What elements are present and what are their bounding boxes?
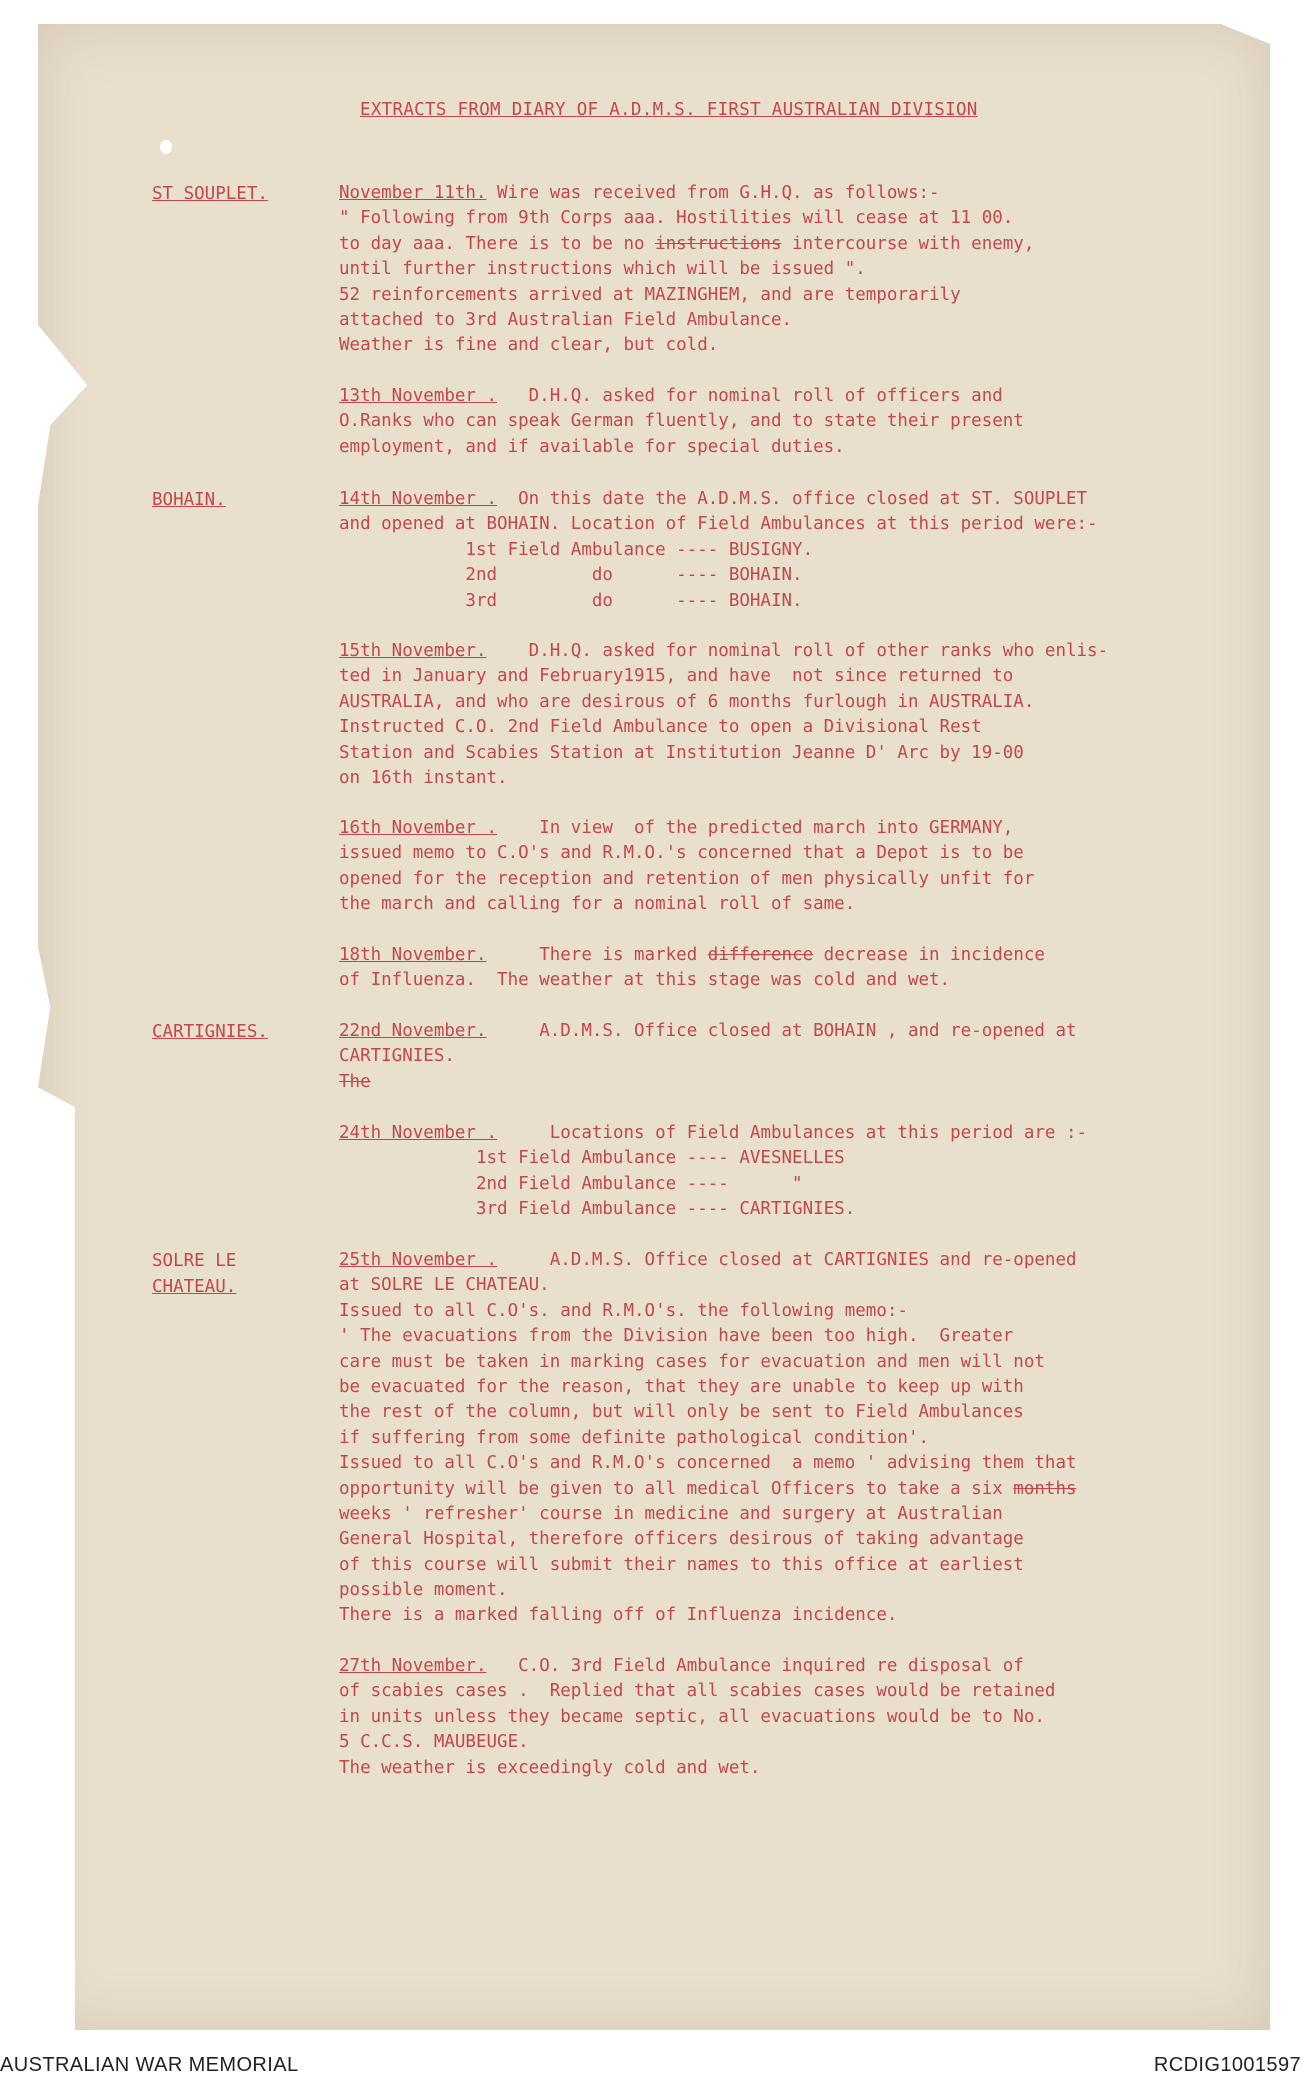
entry-date: 27th November. [339,1656,487,1676]
entry-text: Locations of Field Ambulances at this period are :- [497,1123,1088,1143]
entry-line: 1st Field Ambulance ---- AVESNELLES [339,1148,845,1169]
entry-line: 2nd Field Ambulance ---- " [339,1173,803,1194]
entry-date: November 11th. [339,183,487,203]
entry-line: 3rd Field Ambulance ---- CARTIGNIES. [339,1199,856,1220]
entry-line: of this course will submit their names to this office at earliest [339,1554,1024,1575]
entry-date: 15th November. [339,641,487,661]
place-cartignies: CARTIGNIES. [152,1022,268,1042]
entry-line: 1st Field Ambulance ---- BUSIGNY. [339,539,814,560]
entry-line: 5 C.C.S. MAUBEUGE. [339,1732,529,1753]
entry-line: Station and Scabies Station at Institution Jeanne D' Arc by 19-00 [339,742,1024,763]
entry-line: Issued to all C.O's. and R.M.O's. the following memo:- [339,1300,908,1321]
entry-line: attached to 3rd Australian Field Ambulance. [339,309,793,330]
entry-line: opportunity will be given to all medical Officers to take a six months [339,1478,1077,1499]
entry-line: O.Ranks who can speak German fluently, and to state their present [339,411,1024,432]
entry-line: Weather is fine and clear, but cold. [339,335,719,356]
struck-word: The [339,1071,371,1092]
entry-nov-22 [339,1019,1264,1095]
entry-date: 16th November . [339,818,498,838]
entry-line: The weather is exceedingly cold and wet. [339,1757,761,1778]
place-solre-le: SOLRE LE [152,1251,237,1271]
entry-line: issued memo to C.O's and R.M.O.'s concerned that a Depot is to be [339,843,1024,864]
entry-text: In view of the predicted march into GERMANY, [497,818,1014,838]
entry-line: ted in January and February1915, and have not since returned to [339,666,1014,687]
entry-line: There is a marked falling off of Influenza incidence. [339,1605,898,1626]
struck-word: months [1013,1478,1077,1499]
entry-text: C.O. 3rd Field Ambulance inquired re disposal of [486,1656,1024,1676]
entry-date: 14th November . [339,489,498,509]
place-st-souplet: ST SOUPLET. [152,184,268,204]
entry-line: in units unless they became septic, all evacuations would be to No. [339,1706,1045,1727]
footer-archive-name: AUSTRALIAN WAR MEMORIAL [0,2054,299,2076]
entry-date: 13th November . [339,386,498,406]
entry-line: 52 reinforcements arrived at MAZINGHEM, and are temporarily [339,284,961,305]
entry-line: be evacuated for the reason, that they are unable to keep up with [339,1376,1024,1397]
entry-date: 22nd November. [339,1021,487,1041]
entry-line: 3rd do ---- BOHAIN. [339,590,803,611]
entry-line: Instructed C.O. 2nd Field Ambulance to open a Divisional Rest [339,717,982,738]
entry-line: CARTIGNIES. [339,1046,455,1067]
entry-line: " Following from 9th Corps aaa. Hostilities will cease at 11 00. [339,208,1014,229]
entry-line: care must be taken in marking cases for evacuation and men will not [339,1351,1045,1372]
entry-line: and opened at BOHAIN. Location of Field Ambulances at this period were:- [339,514,1098,535]
entry-date: 24th November . [339,1123,498,1143]
entry-text: Wire was received from G.H.Q. as follows:- [486,183,940,203]
entry-line: to day aaa. There is to be no instructions intercourse with enemy, [339,233,1035,254]
entry-text: A.D.M.S. Office closed at CARTIGNIES and re-opened [497,1250,1077,1270]
entry-line: weeks ' refresher' course in medicine and surgery at Australian [339,1503,1003,1524]
entry-line: until further instructions which will be issued ". [339,259,866,280]
struck-word: difference [707,945,814,965]
entry-line: General Hospital, therefore officers desirous of taking advantage [339,1529,1024,1550]
entry-line: ' The evacuations from the Division have been too high. Greater [339,1326,1014,1347]
entry-date: 18th November. [339,945,487,965]
entry-line: if suffering from some definite pathological condition'. [339,1427,930,1448]
entry-line: on 16th instant. [339,767,508,788]
entry-nov-13 [339,384,1264,460]
entry-nov-25 [339,1248,1264,1629]
entry-line: at SOLRE LE CHATEAU. [339,1275,550,1296]
struck-word: instructions [655,233,782,254]
entry-nov-15 [339,639,1264,791]
entry-nov-16 [339,816,1264,918]
place-bohain: BOHAIN. [152,490,226,510]
entry-line: AUSTRALIA, and who are desirous of 6 months furlough in AUSTRALIA. [339,691,1035,712]
entry-line: possible moment. [339,1580,508,1601]
entry-line: the rest of the column, but will only be sent to Field Ambulances [339,1402,1024,1423]
entry-nov-18: 18th November. There is marked difference decrease in incidence of Influenza. The weather at this stage was cold and wet. [339,943,1264,994]
place-chateau: CHATEAU. [152,1277,237,1297]
entry-text: D.H.Q. asked for nominal roll of other ranks who enlis- [486,641,1109,661]
entry-line: employment, and if available for special duties. [339,436,845,457]
entry-text: A.D.M.S. Office closed at BOHAIN , and re-opened at [486,1021,1077,1041]
entry-line [339,1070,1264,1095]
entry-text: D.H.Q. asked for nominal roll of officers and [497,386,1003,406]
document-header: EXTRACTS FROM DIARY OF A.D.M.S. FIRST AUSTRALIAN DIVISION [360,100,978,120]
entry-line: Issued to all C.O's and R.M.O's concerned a memo ' advising them that [339,1453,1077,1474]
footer-record-id: RCDIG1001597 [1153,2054,1301,2076]
entry-line: of scabies cases . Replied that all scabies cases would be retained [339,1681,1056,1702]
entry-line: the march and calling for a nominal roll of same. [339,894,856,915]
entry-line: opened for the reception and retention of men physically unfit for [339,868,1035,889]
entry-nov-11 [339,181,1264,359]
punch-hole [160,140,172,154]
entry-text: On this date the A.D.M.S. office closed at ST. SOUPLET [497,489,1088,509]
entry-nov-24 [339,1121,1264,1223]
entry-line: 2nd do ---- BOHAIN. [339,565,803,586]
entry-nov-14 [339,487,1264,614]
entry-date: 25th November . [339,1250,498,1270]
entry-nov-27 [339,1654,1264,1781]
entry-line: of Influenza. The weather at this stage was cold and wet. [339,970,951,991]
